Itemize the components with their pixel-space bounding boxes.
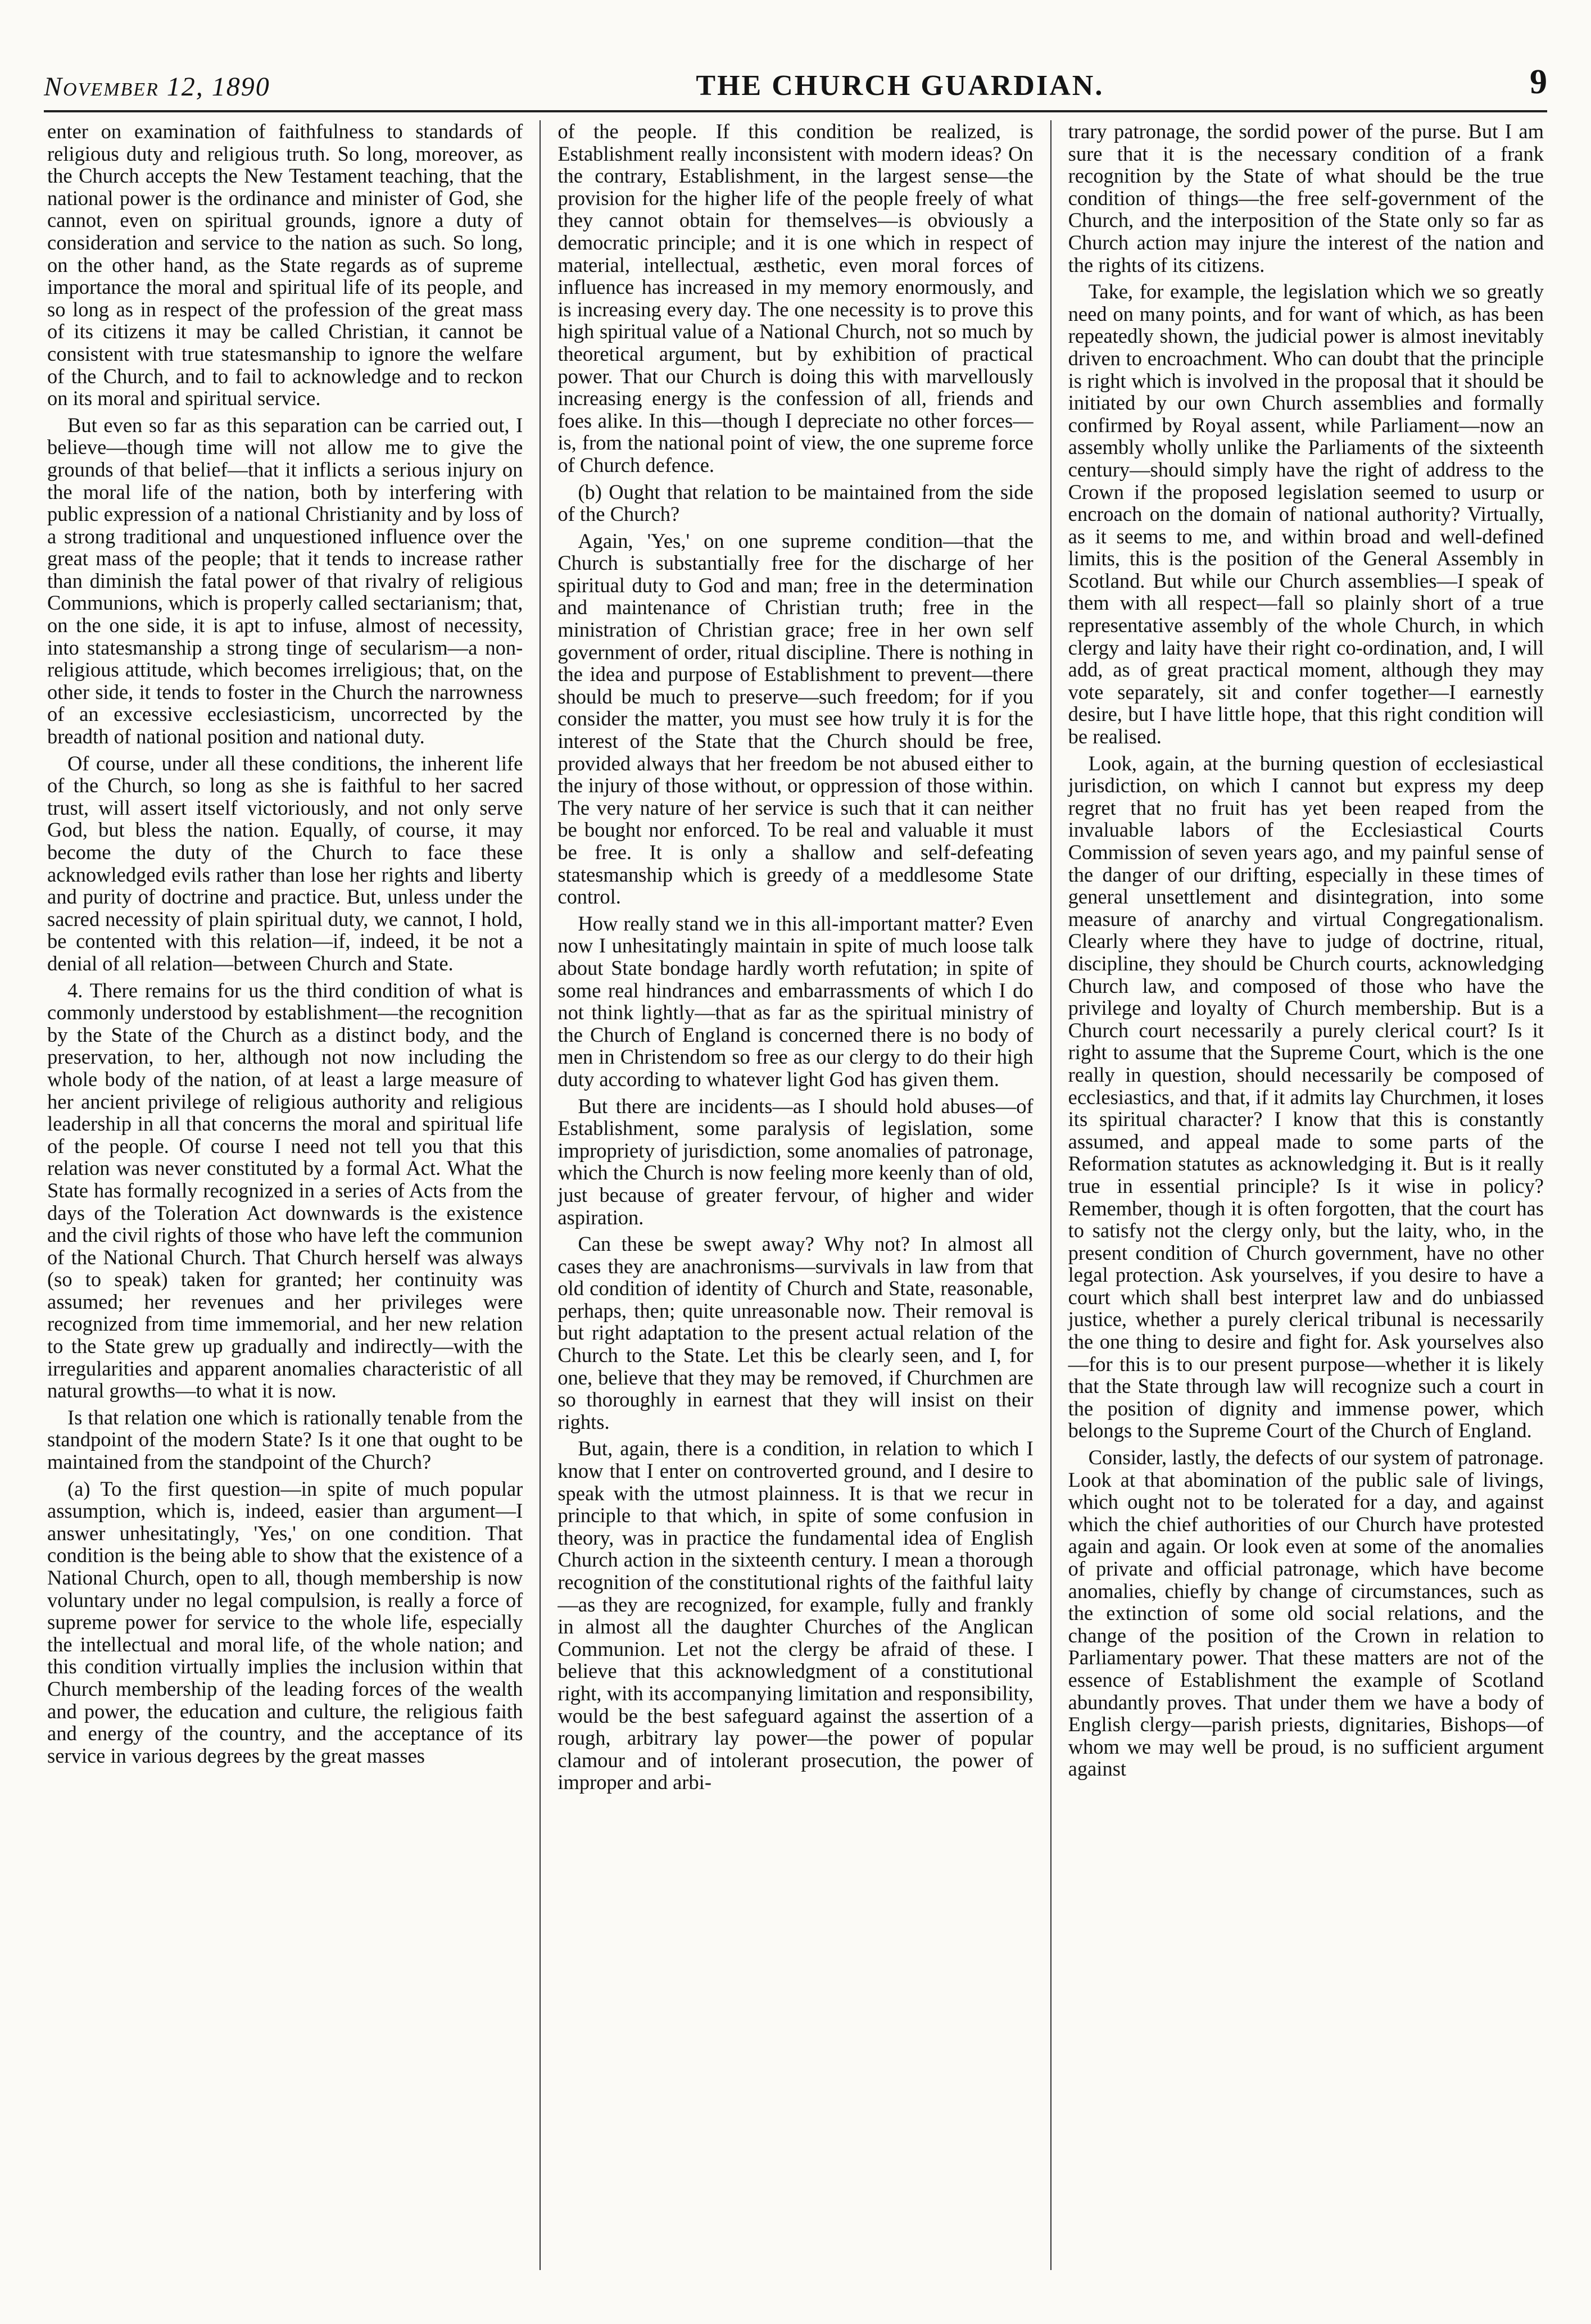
article-columns xyxy=(44,120,1547,2270)
paragraph: (b) Ought that relation to be maintained from the side of the Church? xyxy=(557,480,1034,526)
publication-title: THE CHURCH GUARDIAN. xyxy=(696,70,1104,102)
page-header xyxy=(44,35,1547,112)
column-3 xyxy=(1050,120,1547,2270)
paragraph: Take, for example, the legislation which we so greatly need on many points, and for want of which, as has been repeatedly shown, the judicial power is almost inevitably driven to encroachment. Who can doubt that the principle is right which is involved in the proposal that it should be initiated by our own Church assemblies and formally confirmed by Royal assent, while Parliament—now an assembly wholly unlike the Parliaments of the sixteenth century—should simply have the right of address to the Crown if the proposed legislation seemed to usurp or encroach on the domain of national authority? Virtually, as it seems to me, and within broad and well-defined limits, this is the position of the General Assembly in Scotland. But while our Church assemblies—I speak of them with all respect—fall so plainly short of a true representative assembly of the whole Church, in which clergy and laity have their right co-ordination, and, I will add, as of great practical moment, although they may vote separately, sit and confer together—I earnestly desire, but I have little hope, that this right condition will be realised. xyxy=(1068,280,1544,748)
paragraph: Look, again, at the burning question of ecclesiastical jurisdiction, on which I cannot but express my deep regret that no fruit has yet been reaped from the invaluable labors of the Ecclesiastical Courts Commission of seven years ago, and my painful sense of the danger of our drifting, especially in these times of general unsettlement and disintegration, into some measure of anarchy and virtual Congregationalism. Clearly where they have to judge of doctrine, ritual, discipline, they should be Church courts, acknowledging Church law, and composed of those who have the privilege and loyalty of Church membership. But is a Church court necessarily a purely clerical court? Is it right to assume that the Supreme Court, which is the one really in question, should necessarily be composed of ecclesiastics, and that, if it admits lay Churchmen, it loses its spiritual character? I know that this is constantly assumed, and appeal made to some parts of the Reformation statutes as acknowledging it. But is it really true in essential principle? Is it wise in policy? Remember, though it is often forgotten, that the court has to satisfy not the clergy only, but the laity, who, in the present condition of Church government, have no other legal protection. Ask yourselves, if you desire to have a court which shall best interpret law and do unbiassed justice, whether a purely clerical tribunal is necessarily the one thing to desire and fight for. Ask yourselves also—for this is to our present purpose—whether it is likely that the State through law will recognize such a court in the position of dignity and immense power, which belongs to the Supreme Court of the Church of England. xyxy=(1068,751,1544,1442)
paragraph: Of course, under all these conditions, the inherent life of the Church, so long as she is faithful to her sacred trust, will assert itself victoriously, and not only serve God, but bless the nation. Equally, of course, it may become the duty of the Church to face these acknowledged evils rather than lose her rights and liberty and purity of doctrine and practice. But, unless under the sacred necessity of plain spiritual duty, we cannot, I hold, be contented with this relation—if, indeed, it be not a denial of all relation—between Church and State. xyxy=(47,751,523,975)
issue-date: November 12, 1890 xyxy=(44,72,270,102)
paragraph: But, again, there is a condition, in relation to which I know that I enter on controverted ground, and I desire to speak with the utmost plainness. It is that we recur in principle to that which, in spite of some confusion in theory, was in practice the fundamental idea of English Church action in the sixteenth century. I mean a thorough recognition of the constitutional rights of the faithful laity—as they are recognized, for example, fully and frankly in almost all the daughter Churches of the Anglican Communion. Let not the clergy be afraid of these. I believe that this acknowledgment of a constitutional right, with its accompanying limitation and responsibility, would be the best safeguard against the assertion of a rough, arbitrary lay power—the power of popular clamour and of intolerant prosecution, the power of improper and arbi- xyxy=(557,1437,1034,1794)
paragraph: How really stand we in this all-important matter? Even now I unhesitatingly maintain in spite of much loose talk about State bondage hardly worth refutation; in spite of some real hindrances and embarrassments of which I do not think lightly—that as far as the spiritual ministry of the Church of England is concerned there is no body of men in Christendom so free as our clergy to do their high duty according to whatever light God has given them. xyxy=(557,911,1034,1091)
column-2 xyxy=(540,120,1050,2270)
paragraph: enter on examination of faithfulness to standards of religious duty and religious truth. So long, moreover, as the Church accepts the New Testament teaching, that the national power is the ordinance and minister of God, she cannot, even on spiritual grounds, ignore a duty of consideration and service to the nation as such. So long, on the other hand, as the State regards as of supreme importance the moral and spiritual life of its people, and so long as in respect of the profession of the great mass of its citizens it may be called Christian, it cannot be consistent with true statesmanship to ignore the welfare of the Church, and to fail to acknowledge and to reckon on its moral and spiritual service. xyxy=(47,120,523,410)
paragraph: of the people. If this condition be realized, is Establishment really inconsistent with modern ideas? On the contrary, Establishment, in the largest sense—the provision for the higher life of the people freely of what they cannot obtain for themselves—is obviously a democratic principle; and it is one which in respect of material, intellectual, æsthetic, even moral forces of influence has increased in my memory enormously, and is increasing every day. The one necessity is to prove this high spiritual value of a National Church, not so much by theoretical argument, but by exhibition of practical power. That our Church is doing this with marvellously increasing energy is the confession of all, friends and foes alike. In this—though I depreciate no other forces—is, from the national point of view, the one supreme force of Church defence. xyxy=(557,120,1034,476)
paragraph: (a) To the first question—in spite of much popular assumption, which is, indeed, easier than argument—I answer unhesitatingly, 'Yes,' on one condition. That condition is the being able to show that the existence of a National Church, open to all, though membership is now voluntary under no legal compulsion, is really a force of supreme power for service to the whole life, especially the intellectual and moral life, of the whole nation; and this condition virtually implies the inclusion within that Church membership of the leading forces of the wealth and power, the education and culture, the religious faith and energy of the country, and the acceptance of its service in various degrees by the great masses xyxy=(47,1477,523,1767)
paragraph: But there are incidents—as I should hold abuses—of Establishment, some paralysis of legislation, some impropriety of jurisdiction, some anomalies of patronage, which the Church is now feeling more keenly than of old, just because of greater fervour, of higher and wider aspiration. xyxy=(557,1094,1034,1229)
column-1 xyxy=(44,120,540,2270)
paragraph: Consider, lastly, the defects of our system of patronage. Look at that abomination of the public sale of livings, which ought not to be tolerated for a day, and against which the chief authorities of our Church have protested again and again. Or look even at some of the anomalies of private and official patronage, which have become anomalies, chiefly by change of circumstances, such as the extinction of some old social relations, and the change of the position of the Crown in relation to Parliamentary power. That these matters are not of the essence of Establishment the example of Scotland abundantly proves. That under them we have a body of English clergy—parish priests, dignitaries, Bishops—of whom we may well be proud, is no sufficient argument against xyxy=(1068,1446,1544,1781)
page-number: 9 xyxy=(1530,63,1547,101)
paragraph: 4. There remains for us the third condition of what is commonly understood by establishment—the recognition by the State of the Church as a distinct body, and the preservation, to her, although not now including the whole body of the nation, of at least a large measure of her ancient privilege of religious authority and religious leadership in all that concerns the moral and spiritual life of the people. Of course I need not tell you that this relation was never constituted by a formal Act. What the State has formally recognized in a series of Acts from the days of the Toleration Act downwards is the existence and the civil rights of those who have left the communion of the National Church. That Church herself was always (so to speak) taken for granted; her continuity was assumed; her revenues and her privileges were recognized from time immemorial, and her new relation to the State grew up gradually and indirectly—with the irregularities and apparent anomalies characteristic of all natural growths—to what it is now. xyxy=(47,978,523,1402)
paragraph: Again, 'Yes,' on one supreme condition—that the Church is substantially free for the discharge of her spiritual duty to God and man; free in the determination and maintenance of Christian truth; free in the ministration of Christian grace; free in her own self government of order, ritual discipline. There is nothing in the idea and purpose of Establishment to prevent—there should be much to preserve—such freedom; for if you consider the matter, you must see how truly it is for the interest of the State that the Church should be free, provided always that her freedom be not abused either to the injury of those without, or oppression of those within. The very nature of her service is such that it can neither be bought nor enforced. To be real and valuable it must be free. It is only a shallow and self-defeating statesmanship which is greedy of a meddlesome State control. xyxy=(557,529,1034,909)
paragraph: Is that relation one which is rationally tenable from the standpoint of the modern State? Is it one that ought to be maintained from the standpoint of the Church? xyxy=(47,1405,523,1474)
paragraph: trary patronage, the sordid power of the purse. But I am sure that it is the necessary condition of a frank recognition by the State of what should be the true condition of things—the free self-government of the Church, and the interposition of the State only so far as Church action may injure the interest of the nation and the rights of its citizens. xyxy=(1068,120,1544,276)
paragraph: But even so far as this separation can be carried out, I believe—though time will not allow me to give the grounds of that belief—that it inflicts a serious injury on the moral life of the nation, both by interfering with public expression of a national Christianity and by loss of a strong traditional and unquestioned influence over the great mass of the people; that it tends to increase rather than diminish the fatal power of that rivalry of religious Communions, which is properly called sectarianism; that, on the one side, it is apt to infuse, almost of necessity, into statesmanship a strong tinge of secularism—a non-religious attitude, which becomes irreligious; that, on the other side, it tends to foster in the Church the narrowness of an excessive ecclesiasticism, uncorrected by the breadth of national position and national duty. xyxy=(47,413,523,748)
paragraph: Can these be swept away? Why not? In almost all cases they are anachronisms—survivals in law from that old condition of identity of Church and State, reasonable, perhaps, then; quite unreasonable now. Their removal is but right adaptation to the present actual relation of the Church to the State. Let this be clearly seen, and I, for one, believe that they may be removed, if Churchmen are so thoroughly in earnest that they will insist on their rights. xyxy=(557,1232,1034,1433)
